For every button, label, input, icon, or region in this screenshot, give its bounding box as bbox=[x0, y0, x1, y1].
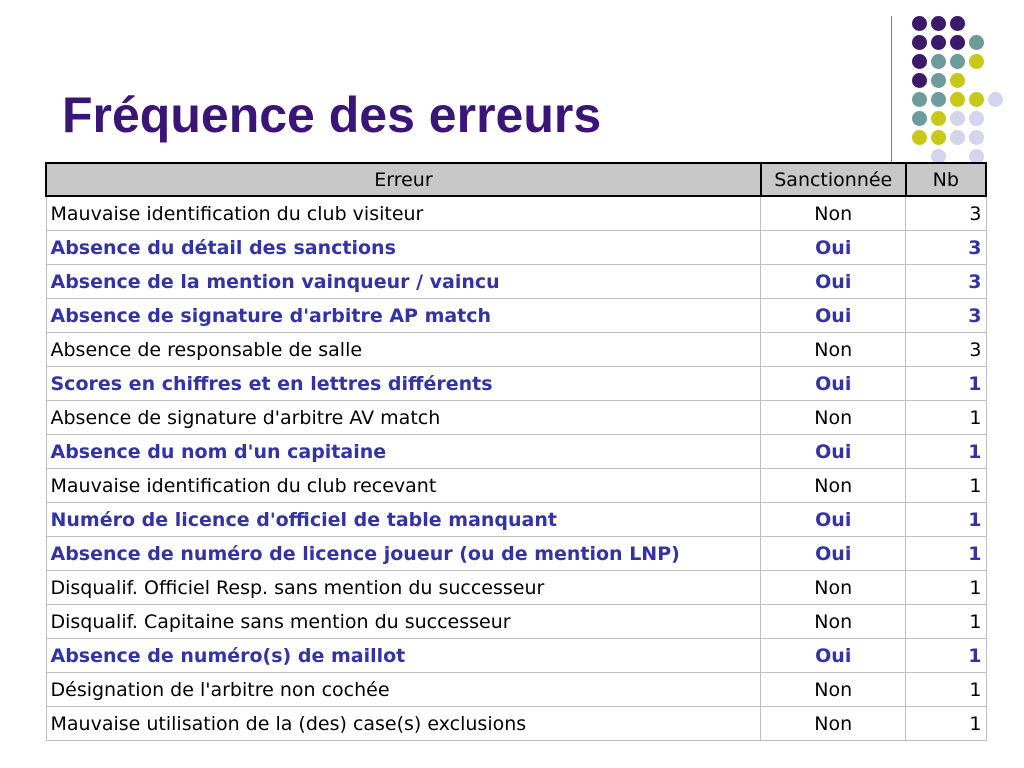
cell-nb: 3 bbox=[906, 333, 986, 367]
cell-erreur: Absence de numéro de licence joueur (ou de mention LNP) bbox=[46, 537, 761, 571]
cell-nb: 1 bbox=[906, 537, 986, 571]
cell-sanctionnee: Non bbox=[761, 333, 906, 367]
decorative-dot bbox=[912, 54, 927, 69]
table-row bbox=[46, 333, 986, 367]
cell-erreur: Absence de signature d'arbitre AP match bbox=[46, 299, 761, 333]
header-sanctionnee: Sanctionnée bbox=[761, 163, 906, 196]
cell-erreur: Mauvaise identification du club recevant bbox=[46, 469, 761, 503]
table-row bbox=[46, 401, 986, 435]
cell-sanctionnee: Non bbox=[761, 401, 906, 435]
table-row bbox=[46, 231, 986, 265]
decorative-dot bbox=[912, 111, 927, 126]
cell-erreur: Numéro de licence d'officiel de table manquant bbox=[46, 503, 761, 537]
cell-sanctionnee: Non bbox=[761, 196, 906, 231]
decorative-dot bbox=[950, 130, 965, 145]
decorative-dot bbox=[969, 35, 984, 50]
cell-sanctionnee: Oui bbox=[761, 367, 906, 401]
cell-erreur: Absence du détail des sanctions bbox=[46, 231, 761, 265]
decorative-dot bbox=[950, 111, 965, 126]
table-row bbox=[46, 639, 986, 673]
decorative-dot bbox=[912, 73, 927, 88]
decorative-dot bbox=[912, 130, 927, 145]
cell-sanctionnee: Non bbox=[761, 469, 906, 503]
cell-sanctionnee: Oui bbox=[761, 639, 906, 673]
decorative-dot bbox=[931, 92, 946, 107]
cell-sanctionnee: Oui bbox=[761, 299, 906, 333]
page-title: Fréquence des erreurs bbox=[62, 87, 602, 143]
cell-nb: 3 bbox=[906, 231, 986, 265]
decorative-dot bbox=[969, 111, 984, 126]
decorative-dot bbox=[969, 54, 984, 69]
decorative-dot bbox=[950, 92, 965, 107]
decorative-dot bbox=[912, 35, 927, 50]
cell-nb: 1 bbox=[906, 639, 986, 673]
cell-erreur: Absence de signature d'arbitre AV match bbox=[46, 401, 761, 435]
cell-sanctionnee: Non bbox=[761, 707, 906, 741]
table-row bbox=[46, 469, 986, 503]
cell-sanctionnee: Oui bbox=[761, 231, 906, 265]
decorative-dot bbox=[950, 54, 965, 69]
cell-erreur: Absence du nom d'un capitaine bbox=[46, 435, 761, 469]
cell-nb: 1 bbox=[906, 367, 986, 401]
cell-sanctionnee: Non bbox=[761, 571, 906, 605]
cell-erreur: Absence de numéro(s) de maillot bbox=[46, 639, 761, 673]
cell-sanctionnee: Non bbox=[761, 673, 906, 707]
table-row bbox=[46, 673, 986, 707]
header-erreur: Erreur bbox=[46, 163, 761, 196]
table-header-row bbox=[46, 163, 986, 196]
table-row bbox=[46, 435, 986, 469]
cell-erreur: Désignation de l'arbitre non cochée bbox=[46, 673, 761, 707]
table-row bbox=[46, 265, 986, 299]
cell-nb: 3 bbox=[906, 299, 986, 333]
cell-nb: 1 bbox=[906, 707, 986, 741]
decorative-divider bbox=[891, 16, 892, 162]
cell-erreur: Absence de la mention vainqueur / vaincu bbox=[46, 265, 761, 299]
decorative-dot bbox=[950, 16, 965, 31]
table-row bbox=[46, 707, 986, 741]
decorative-dot bbox=[988, 92, 1003, 107]
decorative-dot bbox=[950, 73, 965, 88]
decorative-dot bbox=[950, 35, 965, 50]
cell-nb: 1 bbox=[906, 605, 986, 639]
decorative-dot bbox=[931, 35, 946, 50]
errors-table bbox=[45, 162, 987, 741]
decorative-dot bbox=[931, 73, 946, 88]
table-row bbox=[46, 503, 986, 537]
decorative-dot bbox=[931, 16, 946, 31]
cell-erreur: Absence de responsable de salle bbox=[46, 333, 761, 367]
decorative-dot bbox=[969, 130, 984, 145]
cell-nb: 1 bbox=[906, 435, 986, 469]
cell-erreur: Mauvaise identification du club visiteur bbox=[46, 196, 761, 231]
cell-erreur: Disqualif. Capitaine sans mention du successeur bbox=[46, 605, 761, 639]
decorative-dot bbox=[969, 92, 984, 107]
cell-erreur: Disqualif. Officiel Resp. sans mention du successeur bbox=[46, 571, 761, 605]
decorative-dot bbox=[931, 130, 946, 145]
cell-nb: 1 bbox=[906, 401, 986, 435]
table-row bbox=[46, 537, 986, 571]
table-row bbox=[46, 299, 986, 333]
cell-sanctionnee: Oui bbox=[761, 537, 906, 571]
decorative-dot bbox=[931, 111, 946, 126]
table-row bbox=[46, 196, 986, 231]
table-row bbox=[46, 367, 986, 401]
cell-sanctionnee: Oui bbox=[761, 435, 906, 469]
header-nb: Nb bbox=[906, 163, 986, 196]
decorative-dot bbox=[912, 92, 927, 107]
cell-nb: 1 bbox=[906, 673, 986, 707]
decorative-dot bbox=[912, 16, 927, 31]
cell-sanctionnee: Non bbox=[761, 605, 906, 639]
decorative-dot bbox=[931, 54, 946, 69]
cell-nb: 1 bbox=[906, 503, 986, 537]
cell-nb: 1 bbox=[906, 571, 986, 605]
table-row bbox=[46, 571, 986, 605]
cell-erreur: Mauvaise utilisation de la (des) case(s) exclusions bbox=[46, 707, 761, 741]
cell-nb: 1 bbox=[906, 469, 986, 503]
table-row bbox=[46, 605, 986, 639]
cell-erreur: Scores en chiffres et en lettres différents bbox=[46, 367, 761, 401]
cell-nb: 3 bbox=[906, 265, 986, 299]
cell-sanctionnee: Oui bbox=[761, 503, 906, 537]
cell-sanctionnee: Oui bbox=[761, 265, 906, 299]
cell-nb: 3 bbox=[906, 196, 986, 231]
